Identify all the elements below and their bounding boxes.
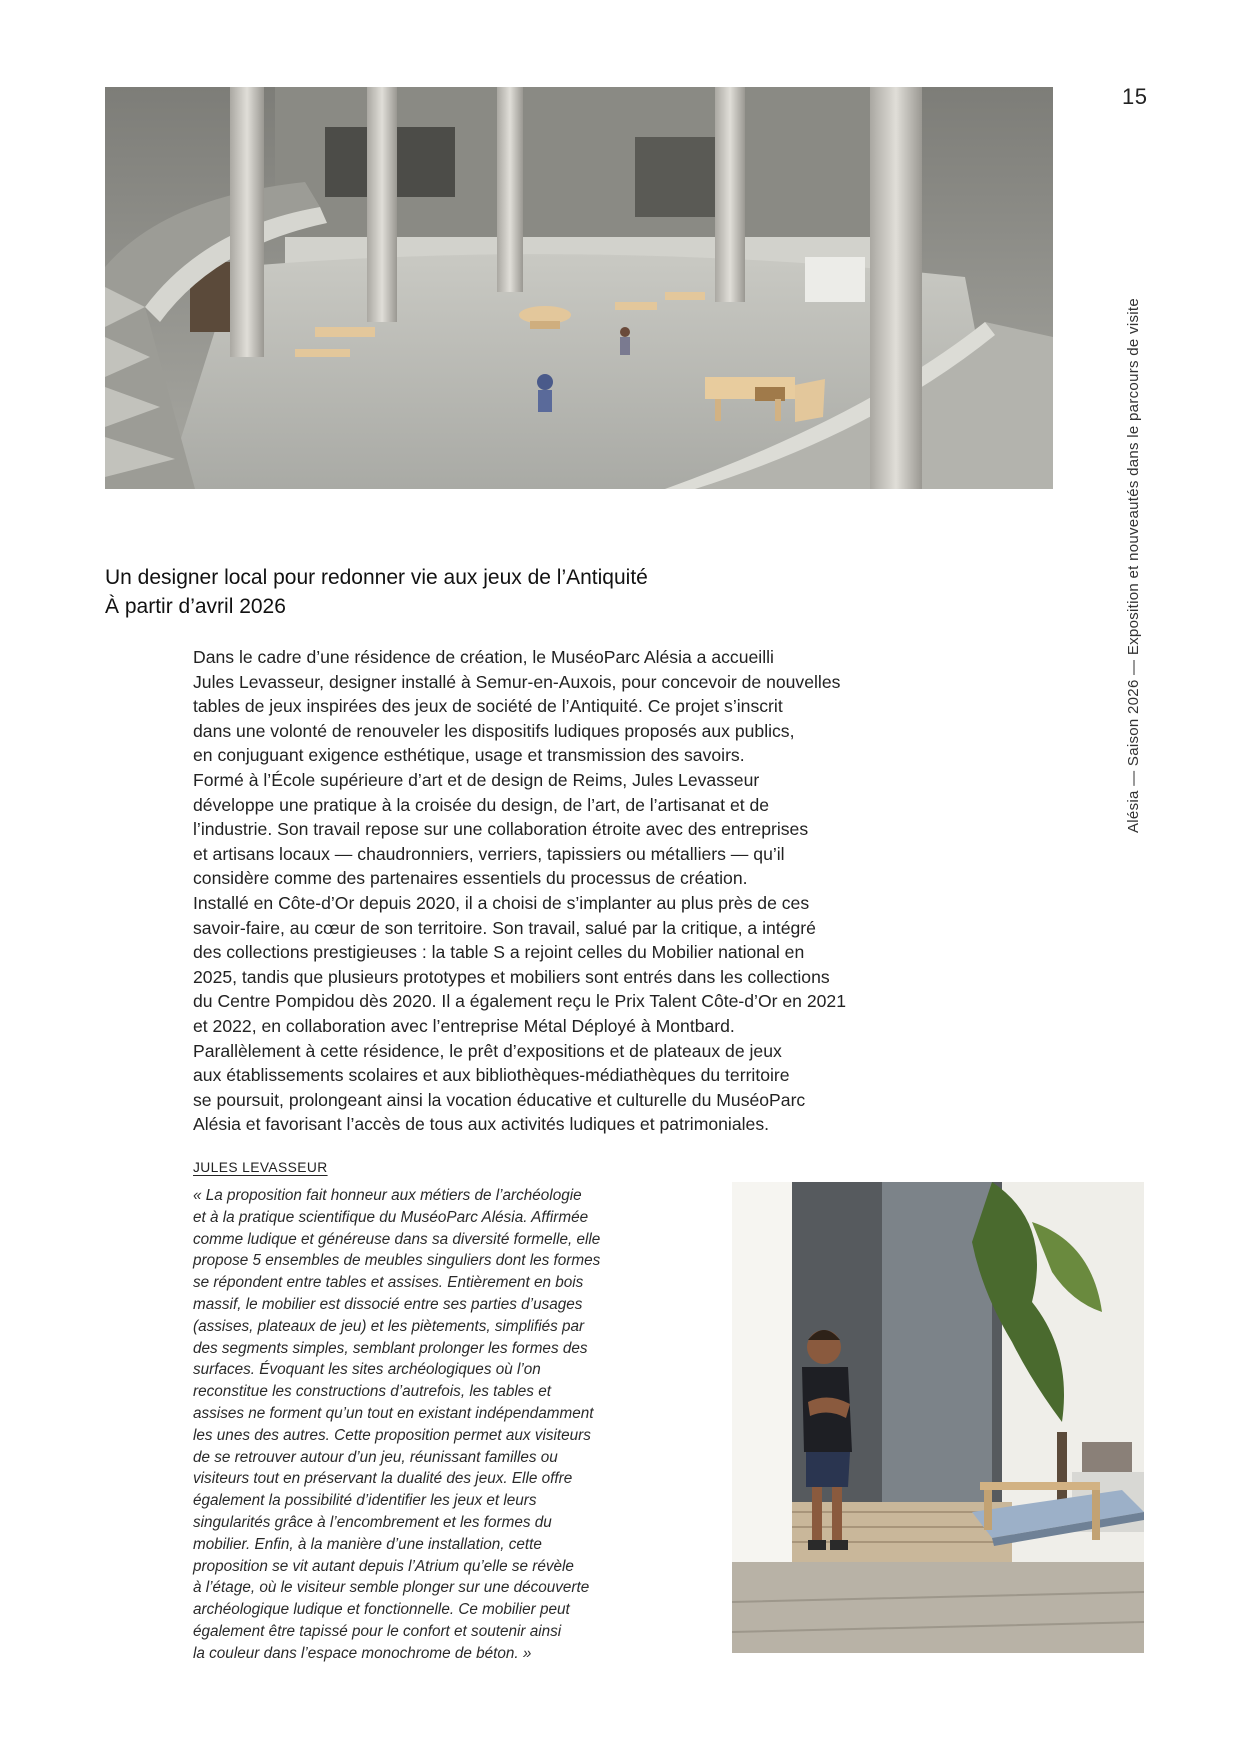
body-line: l’industrie. Son travail repose sur une collaboration étroite avec des entreprises: [193, 819, 809, 840]
quote-line: à l’étage, où le visiteur semble plonger sur une découverte: [193, 1579, 590, 1597]
body-line: en conjuguant exigence esthétique, usage et transmission des savoirs.: [193, 745, 745, 766]
quote-line: se répondent entre tables et assises. Entièrement en bois: [193, 1274, 584, 1292]
body-line: dans une volonté de renouveler les dispositifs ludiques proposés aux publics,: [193, 720, 795, 741]
quote-line: propose 5 ensembles de meubles singuliers dont les formes: [193, 1252, 601, 1270]
atrium-illustration: [105, 87, 1053, 489]
quote-line: surfaces. Évoquant les sites archéologiques où l’on: [193, 1361, 541, 1379]
quote-line: « La proposition fait honneur aux métiers de l’archéologie: [193, 1187, 582, 1204]
quote-author: JULES LEVASSEUR: [193, 1160, 328, 1175]
quote-line: archéologique ludique et fonctionnelle. Ce mobilier peut: [193, 1601, 570, 1619]
body-line: se poursuit, prolongeant ainsi la vocation éducative et culturelle du MuséoParc: [193, 1089, 806, 1110]
atrium-photo: [105, 87, 1053, 489]
body-line: Jules Levasseur, designer installé à Semur-en-Auxois, pour concevoir de nouvelles: [193, 671, 841, 692]
body-line: développe une pratique à la croisée du design, de l’art, de l’artisanat et de: [193, 794, 770, 815]
body-line: savoir-faire, au cœur de son territoire. Son travail, salué par la critique, a intégré: [193, 917, 816, 938]
quote-line: de se retrouver autour d’un jeu, réunissant familles ou: [193, 1448, 558, 1466]
portrait-illustration: [732, 1182, 1144, 1653]
designer-quote: [193, 1185, 693, 1665]
quote-line: également être tapissé pour le confort et soutenir ainsi: [193, 1622, 562, 1640]
quote-line: massif, le mobilier est dissocié entre ses parties d’usages: [193, 1295, 583, 1313]
quote-line: visiteurs tout en préservant la dualité des jeux. Elle offre: [193, 1470, 573, 1488]
quote-line: et à la pratique scientifique du MuséoParc Alésia. Affirmée: [193, 1208, 589, 1226]
quote-line: singularités grâce à l’encombrement et les formes du: [193, 1513, 552, 1531]
body-line: Parallèlement à cette résidence, le prêt d’expositions et de plateaux de jeux: [193, 1040, 782, 1061]
body-line: et 2022, en collaboration avec l’entreprise Métal Déployé à Montbard.: [193, 1015, 735, 1036]
body-line: et artisans locaux — chaudronniers, verriers, tapissiers ou métalliers — qu’il: [193, 843, 785, 864]
quote-line: mobilier. Enfin, à la manière d’une installation, cette: [193, 1535, 542, 1553]
body-line: Formé à l’École supérieure d’art et de design de Reims, Jules Levasseur: [193, 769, 760, 790]
quote-line: les unes des autres. Cette proposition permet aux visiteurs: [193, 1426, 591, 1444]
quote-line: également la possibilité d’identifier les jeux et leurs: [193, 1492, 537, 1510]
body-line: aux établissements scolaires et aux bibliothèques-médiathèques du territoire: [193, 1065, 790, 1086]
quote-line: la couleur dans l’espace monochrome de béton. »: [193, 1644, 532, 1662]
quote-line: (assises, plateaux de jeu) et les piètements, simplifiés par: [193, 1317, 585, 1335]
body-line: du Centre Pompidou dès 2020. Il a également reçu le Prix Talent Côte-d’Or en 2021: [193, 991, 846, 1012]
body-line: tables de jeux inspirées des jeux de société de l’Antiquité. Ce projet s’inscrit: [193, 696, 783, 717]
body-line: des collections prestigieuses : la table S a rejoint celles du Mobilier national en: [193, 942, 805, 963]
body-line: 2025, tandis que plusieurs prototypes et mobiliers sont entrés dans les collections: [193, 966, 830, 987]
running-head: Alésia — Saison 2026 — Exposition et nouveautés dans le parcours de visite: [1125, 298, 1142, 833]
quote-line: proposition se vit autant depuis l’Atrium qu’elle se révèle: [193, 1557, 574, 1575]
designer-portrait-photo: [732, 1182, 1144, 1653]
quote-line: assises ne forment qu’un tout en existant indépendamment: [193, 1404, 594, 1422]
article-subtitle-date: À partir d’avril 2026: [105, 595, 286, 618]
body-line: Dans le cadre d’une résidence de création, le MuséoParc Alésia a accueilli: [193, 647, 774, 667]
quote-line: comme ludique et généreuse dans sa diversité formelle, elle: [193, 1230, 601, 1248]
article-title: [105, 563, 648, 621]
body-line: Alésia et favorisant l’accès de tous aux activités ludiques et patrimoniales.: [193, 1114, 770, 1135]
article-title-line: Un designer local pour redonner vie aux jeux de l’Antiquité: [105, 566, 648, 589]
body-line: Installé en Côte-d’Or depuis 2020, il a choisi de s’implanter au plus près de ces: [193, 892, 810, 913]
quote-line: reconstitue les constructions d’autrefois, les tables et: [193, 1383, 551, 1401]
body-line: considère comme des partenaires essentiels du processus de création.: [193, 868, 748, 889]
article-body: [193, 645, 963, 1137]
quote-line: des segments simples, semblant prolonger les formes des: [193, 1339, 588, 1357]
page-number: 15: [1122, 84, 1148, 109]
